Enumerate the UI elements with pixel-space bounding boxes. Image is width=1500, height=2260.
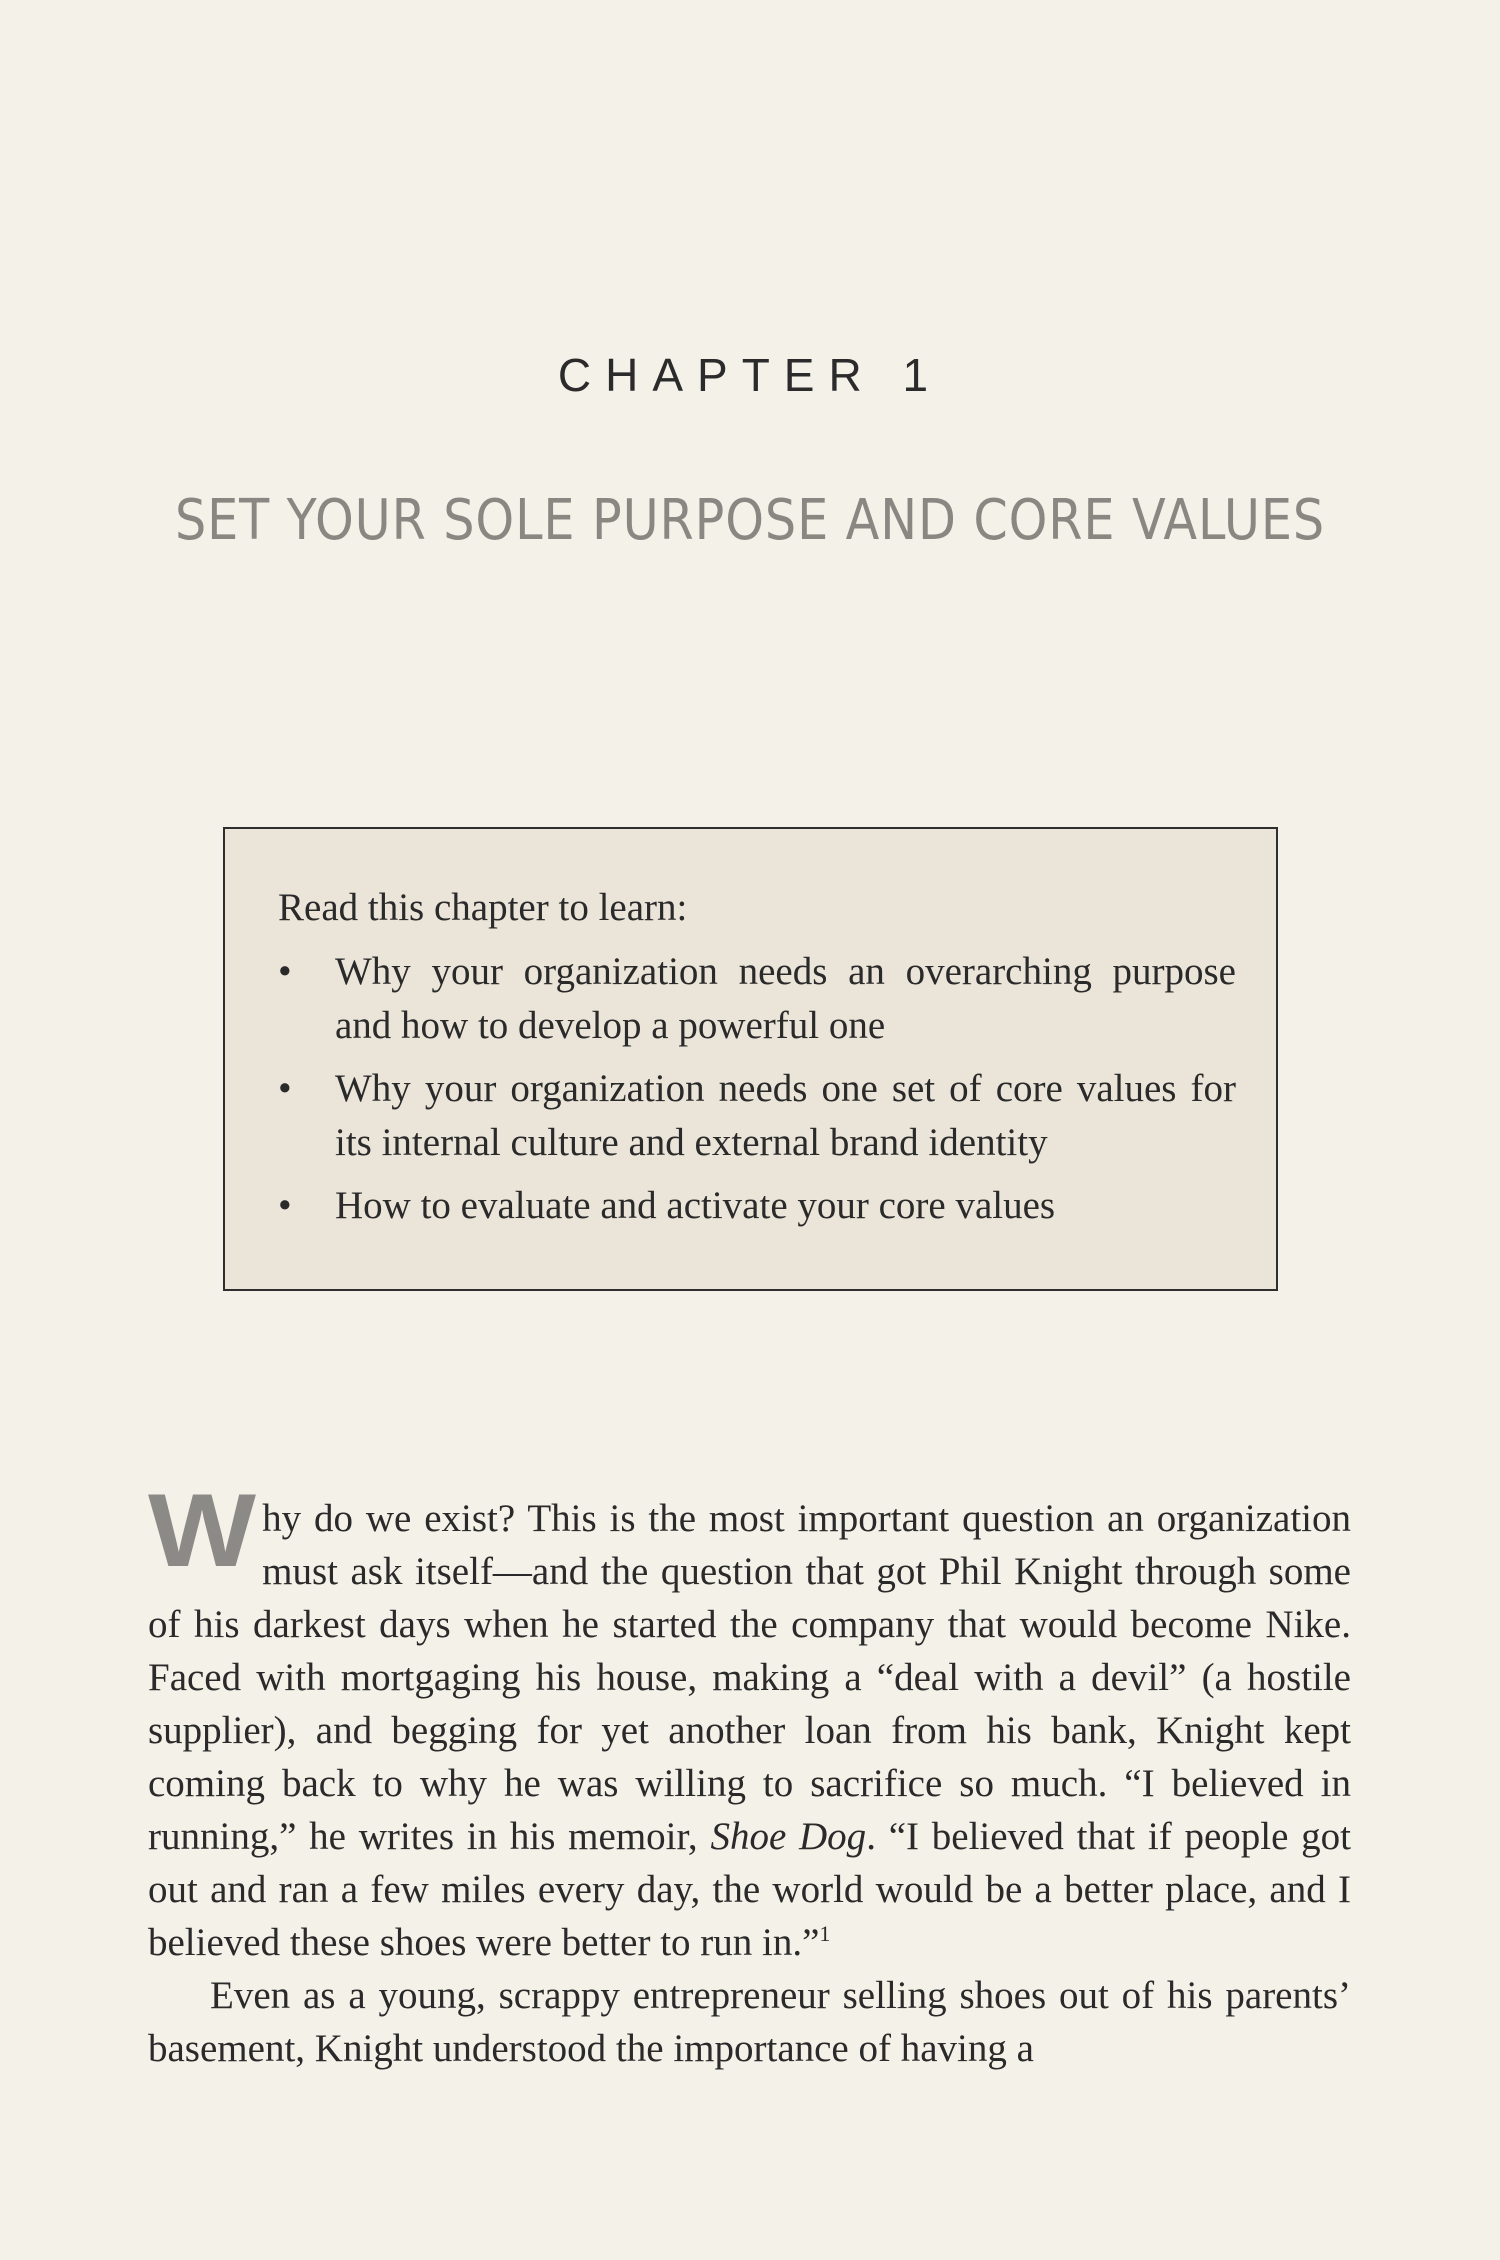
paragraph-text: . “I believed that if people got out and ran a few miles every day, the world would be a better place, and I believed these shoes were better to run in.” (148, 1815, 1352, 1964)
list-item-text: Why your organization needs an overarching purpose and how to develop a powerful one (335, 950, 1236, 1047)
list-item-text: How to evaluate and activate your core values (335, 1184, 1056, 1227)
bullet-icon: • (278, 1067, 292, 1110)
drop-cap: W (148, 1473, 256, 1589)
list-item (278, 945, 1236, 1053)
list-item (278, 1179, 1236, 1233)
bullet-icon: • (278, 950, 292, 993)
learning-objectives-box (223, 827, 1278, 1291)
book-title: Shoe Dog (710, 1815, 867, 1858)
learning-objectives-list (278, 945, 1236, 1233)
list-item-text: Why your organization needs one set of core values for its internal culture and external brand identity (335, 1067, 1236, 1164)
paragraph (148, 1473, 1352, 1969)
chapter-label: CHAPTER 1 (557, 349, 943, 401)
learning-objectives-heading: Read this chapter to learn: (278, 886, 688, 929)
list-item (278, 1062, 1236, 1170)
paragraph-text: hy do we exist? This is the most important question an organization must ask itself—and the question that got Phil Knight through some of his darkest days when he started the company that would become Nike. Faced with mortgaging his house, making a “deal with a devil” (a hostile supplier), and begging for yet another loan from his bank, Knight kept coming back to why he was willing to sacrifice so much. “I believed in running,” he writes in his memoir, (148, 1497, 1351, 1858)
bullet-icon: • (278, 1184, 292, 1227)
paragraph: Even as a young, scrappy entrepreneur selling shoes out of his parents’ basement, Knight understood the importance of having a (148, 1974, 1351, 2070)
chapter-title: SET YOUR SOLE PURPOSE AND CORE VALUES (174, 488, 1326, 553)
body-text (148, 1473, 1352, 2075)
footnote-marker: 1 (819, 1921, 831, 1946)
